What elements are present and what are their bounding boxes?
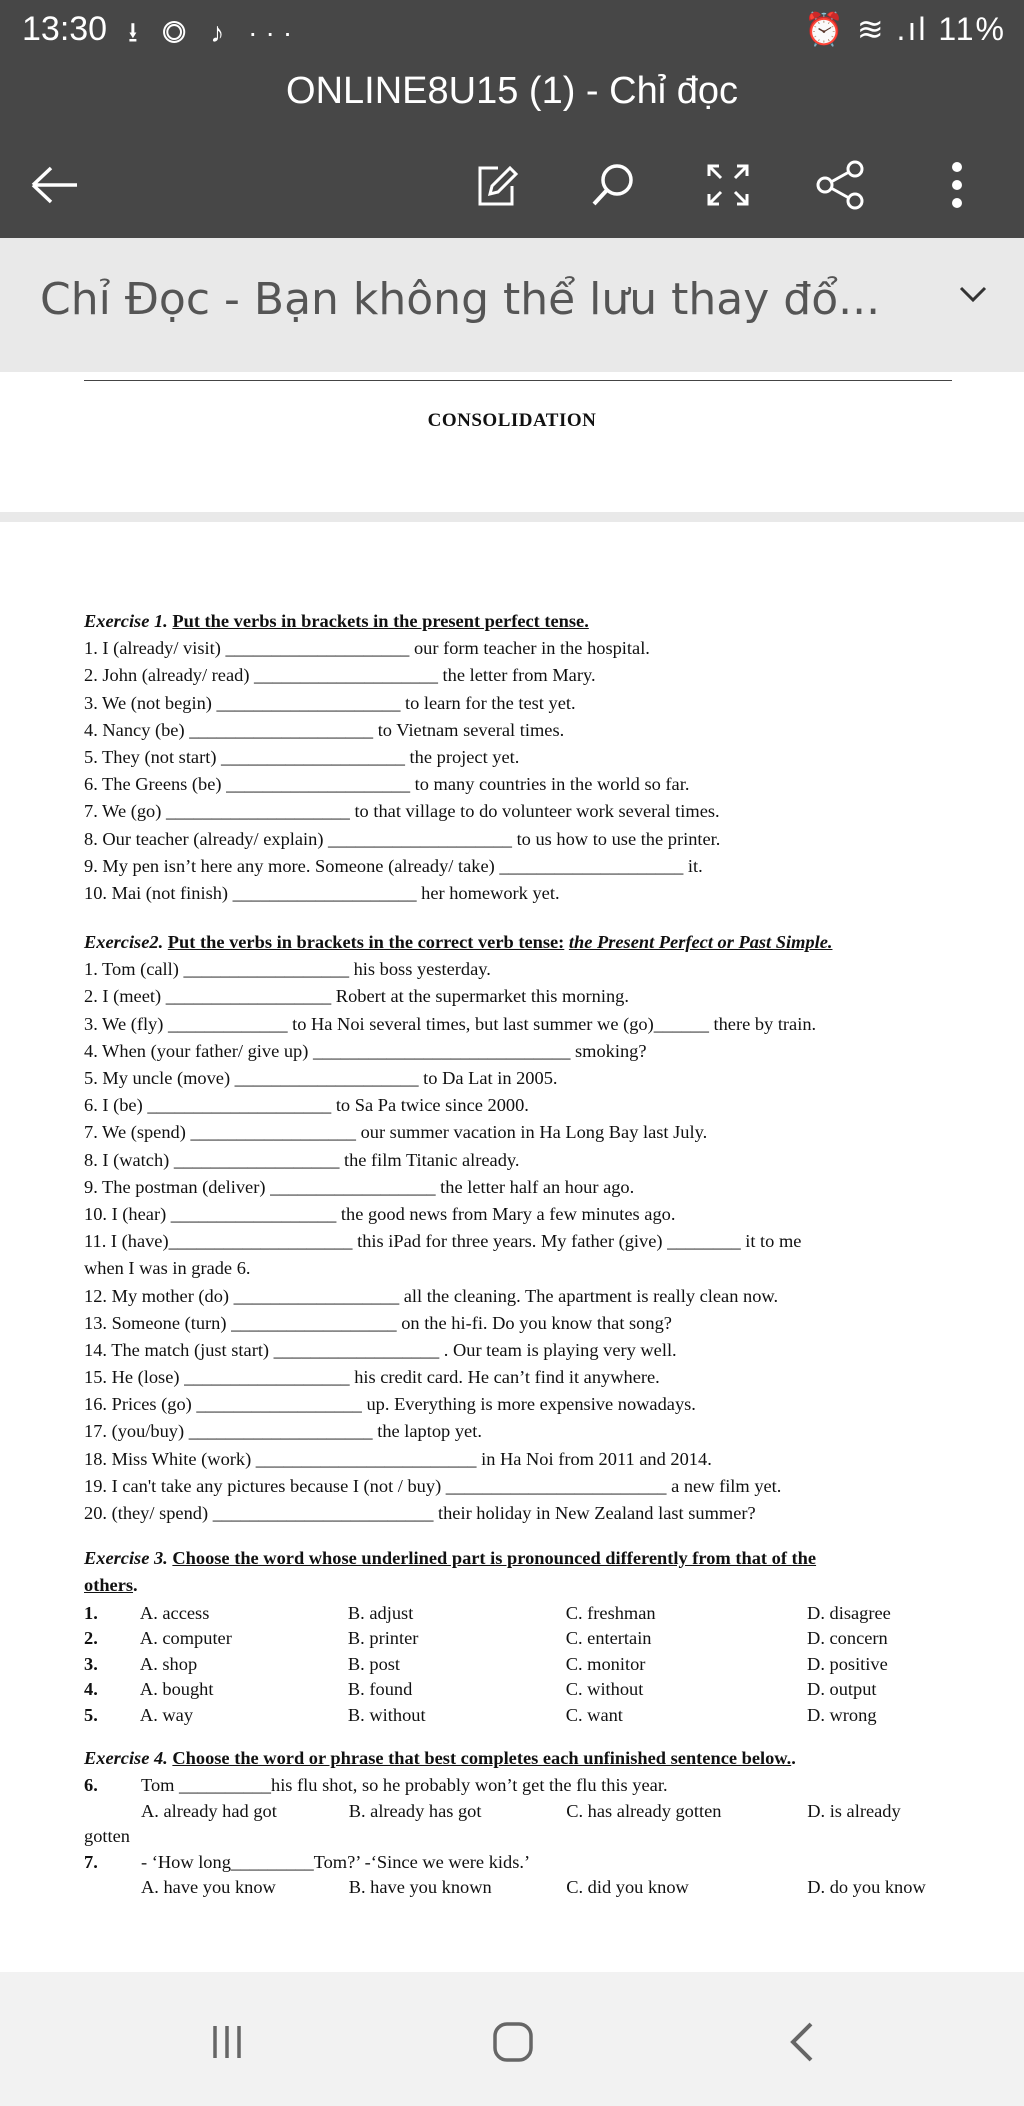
- option-c: C. has already gotten: [566, 1800, 722, 1821]
- exercise-instruction: Choose the word or phrase that best completes each unfinished sentence below.: [172, 1748, 792, 1769]
- answer-wrap: gotten: [84, 1826, 130, 1847]
- question-text: Tom __________his flu shot, so he probably won’t get the flu this year.: [141, 1775, 668, 1796]
- fullscreen-icon[interactable]: [693, 150, 763, 220]
- exercise-line: 20. (they/ spend) ________________________ their holiday in New Zealand last summer?: [84, 1503, 756, 1524]
- option-b: B. printer: [347, 1628, 419, 1649]
- exercise-label: Exercise 4.: [84, 1748, 168, 1769]
- spacer: [84, 907, 964, 929]
- question-number: 6.: [84, 1775, 98, 1796]
- option-b: B. have you known: [348, 1877, 492, 1898]
- option-a: A. already had got: [141, 1800, 277, 1821]
- exercise-line: 8. Our teacher (already/ explain) ____________________ to us how to use the printer.: [84, 828, 721, 849]
- exercise-instruction: Put the verbs in brackets in the present perfect tense.: [172, 611, 589, 631]
- answer-row: [84, 1798, 964, 1824]
- read-only-message: Chỉ Đọc - Bạn không thể lưu thay đổ...: [40, 274, 881, 325]
- option-d: D. output: [807, 1679, 877, 1700]
- option-b: B. already has got: [348, 1800, 482, 1821]
- edit-icon[interactable]: [462, 150, 532, 220]
- option-d: D. wrong: [807, 1704, 877, 1725]
- option-d: D. is already: [807, 1800, 901, 1821]
- notification-icons: ⭳ ◎ ♪ ···: [128, 17, 301, 48]
- question-number: 3.: [84, 1653, 98, 1674]
- option-d: D. do you know: [807, 1877, 926, 1898]
- exercise-line: 9. My pen isn’t here any more. Someone (already/ take) ____________________ it.: [84, 855, 703, 876]
- share-icon[interactable]: [806, 150, 876, 220]
- exercise-2-heading: [84, 929, 964, 956]
- exercise-line: 10. Mai (not finish) ____________________ her homework yet.: [84, 882, 560, 903]
- exercise-instruction: others: [84, 1575, 134, 1596]
- exercise-line: 3. We (fly) _____________ to Ha Noi several times, but last summer we (go)______ there by train.: [84, 1013, 817, 1034]
- spacer: [84, 1727, 964, 1745]
- exercise-line: 8. I (watch) __________________ the film Titanic already.: [84, 1149, 520, 1170]
- exercise-label: Exercise2.: [84, 932, 164, 953]
- option-d: D. concern: [807, 1628, 888, 1649]
- question-row: [84, 1651, 964, 1677]
- search-icon[interactable]: [578, 150, 648, 220]
- spacer: [84, 1527, 964, 1545]
- exercise-line: 18. Miss White (work) ________________________ in Ha Noi from 2011 and 2014.: [84, 1448, 712, 1469]
- exercise-instruction-italic: the Present Perfect or Past Simple.: [568, 932, 833, 953]
- page-rule: [84, 380, 952, 381]
- question-row: [84, 1702, 964, 1728]
- exercise-line: 7. We (spend) __________________ our summer vacation in Ha Long Bay last July.: [84, 1122, 708, 1143]
- exercise-line: 5. My uncle (move) ____________________ to Da Lat in 2005.: [84, 1068, 558, 1089]
- option-a: A. way: [139, 1704, 194, 1725]
- exercise-line: 15. He (lose) __________________ his credit card. He can’t find it anywhere.: [84, 1367, 660, 1388]
- exercise-3-heading-cont: others.: [84, 1575, 138, 1596]
- exercise-line: 17. (you/buy) ____________________ the laptop yet.: [84, 1421, 482, 1442]
- question-row: [84, 1600, 964, 1626]
- question-number: 5.: [84, 1704, 98, 1725]
- option-b: B. without: [347, 1704, 426, 1725]
- navigation-bar: [0, 1972, 1024, 2106]
- question-number: 7.: [84, 1851, 98, 1872]
- exercise-line: 19. I can't take any pictures because I (not / buy) ________________________ a new film yet.: [84, 1475, 782, 1496]
- exercise-line: 7. We (go) ____________________ to that village to do volunteer work several times.: [84, 801, 720, 822]
- option-b: B. found: [347, 1679, 413, 1700]
- option-a: A. access: [139, 1602, 210, 1623]
- exercise-line: 2. John (already/ read) ____________________ the letter from Mary.: [84, 665, 596, 686]
- document-page-2[interactable]: [0, 522, 1024, 1972]
- option-a: A. computer: [139, 1628, 232, 1649]
- option-d: D. positive: [807, 1653, 888, 1674]
- exercise-line: 6. The Greens (be) ____________________ to many countries in the world so far.: [84, 774, 690, 795]
- option-a: A. shop: [139, 1653, 198, 1674]
- status-bar: [0, 0, 1024, 62]
- exercise-line: 6. I (be) ____________________ to Sa Pa twice since 2000.: [84, 1095, 529, 1116]
- read-only-banner[interactable]: [0, 238, 1024, 370]
- exercise-line: when I was in grade 6.: [84, 1258, 251, 1279]
- question-number: 1.: [84, 1602, 98, 1623]
- exercise-label: Exercise 1.: [84, 611, 168, 631]
- exercise-line: 4. When (your father/ give up) ____________________________ smoking?: [84, 1040, 647, 1061]
- option-c: C. monitor: [565, 1653, 646, 1674]
- exercise-line: 13. Someone (turn) __________________ on the hi-fi. Do you know that song?: [84, 1312, 672, 1333]
- system-status: ⏰ ≋ .ıl 11%: [804, 11, 1006, 47]
- option-d: D. disagree: [807, 1602, 891, 1623]
- option-c: C. freshman: [565, 1602, 656, 1623]
- option-c: C. entertain: [565, 1628, 652, 1649]
- exercise-4-heading: Exercise 4. Choose the word or phrase that best completes each unfinished sentence below..: [84, 1748, 796, 1769]
- question-row: [84, 1625, 964, 1651]
- exercise-3-heading: [84, 1545, 964, 1572]
- exercise-line: 16. Prices (go) __________________ up. Everything is more expensive nowadays.: [84, 1394, 696, 1415]
- exercise-line: 10. I (hear) __________________ the good news from Mary a few minutes ago.: [84, 1203, 676, 1224]
- question-text: - ‘How long_________Tom?’ -‘Since we were kids.’: [141, 1851, 531, 1872]
- question-row: [84, 1772, 964, 1798]
- exercise-line: 5. They (not start) ____________________ the project yet.: [84, 746, 520, 767]
- option-c: C. without: [565, 1679, 644, 1700]
- exercise-1-heading: [84, 608, 964, 635]
- option-c: C. did you know: [566, 1877, 689, 1898]
- question-number: 4.: [84, 1679, 98, 1700]
- exercise-line: 4. Nancy (be) ____________________ to Vietnam several times.: [84, 719, 565, 740]
- document-title: ONLINE8U15 (1) - Chỉ đọc: [286, 70, 738, 112]
- option-a: A. have you know: [141, 1877, 276, 1898]
- status-time: 13:30: [22, 10, 108, 48]
- option-a: A. bought: [139, 1679, 214, 1700]
- document-page-1: [0, 372, 1024, 512]
- exercise-line: 2. I (meet) __________________ Robert at the supermarket this morning.: [84, 986, 629, 1007]
- exercise-line: 14. The match (just start) __________________ . Our team is playing very well.: [84, 1339, 677, 1360]
- more-icon[interactable]: [922, 150, 992, 220]
- back-icon[interactable]: [772, 2012, 832, 2072]
- question-number: 2.: [84, 1628, 98, 1649]
- answer-row: [84, 1874, 964, 1900]
- question-row: [84, 1849, 964, 1875]
- app-bar: [0, 62, 1024, 238]
- option-b: B. post: [347, 1653, 401, 1674]
- option-b: B. adjust: [347, 1602, 414, 1623]
- exercise-line: 3. We (not begin) ____________________ to learn for the test yet.: [84, 692, 576, 713]
- question-row: [84, 1676, 964, 1702]
- exercise-instruction: Choose the word whose underlined part is pronounced differently from that of the: [172, 1548, 817, 1569]
- recent-apps-icon[interactable]: [197, 2012, 257, 2072]
- back-arrow-icon[interactable]: [20, 150, 90, 220]
- exercise-line: 11. I (have)____________________ this iPad for three years. My father (give) ________ it to me: [84, 1231, 802, 1252]
- chevron-down-icon[interactable]: [958, 284, 988, 308]
- exercise-instruction: Put the verbs in brackets in the correct verb tense:: [167, 932, 565, 953]
- exercise-line: 9. The postman (deliver) __________________ the letter half an hour ago.: [84, 1176, 635, 1197]
- home-icon[interactable]: [483, 2012, 543, 2072]
- page-heading: CONSOLIDATION: [427, 410, 597, 431]
- option-c: C. want: [565, 1704, 623, 1725]
- exercise-line: 12. My mother (do) __________________ all the cleaning. The apartment is really clean now.: [84, 1285, 779, 1306]
- document-content: [84, 608, 964, 1900]
- exercise-line: 1. I (already/ visit) ____________________ our form teacher in the hospital.: [84, 638, 650, 659]
- exercise-label: Exercise 3.: [84, 1548, 168, 1569]
- exercise-line: 1. Tom (call) __________________ his boss yesterday.: [84, 959, 491, 980]
